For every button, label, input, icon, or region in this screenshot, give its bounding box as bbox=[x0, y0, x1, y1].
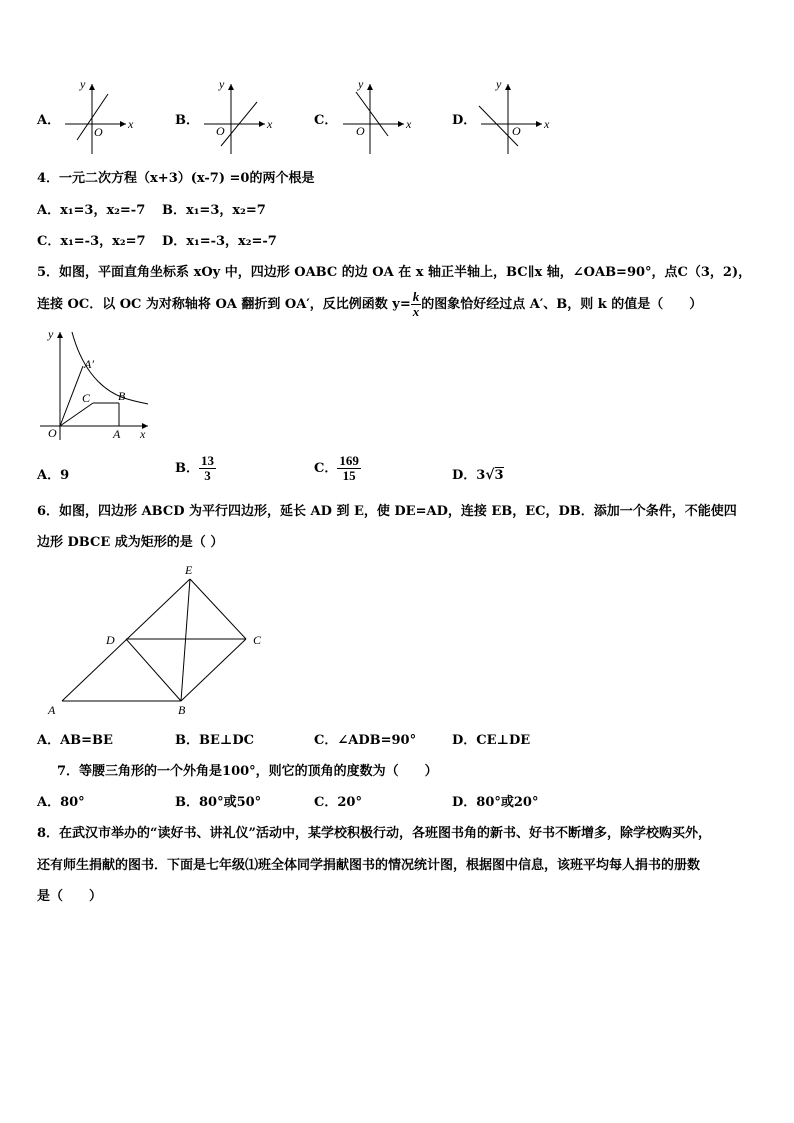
q5-option-b-prefix: B． bbox=[175, 461, 199, 476]
q5-stem-line1: 5．如图，平面直角坐标系 xOy 中，四边形 OABC 的边 OA 在 x 轴正半轴上，BC∥x 轴，∠OAB=90°，点C（3，2)， bbox=[37, 265, 752, 280]
q6-fig-c-label: C bbox=[253, 633, 262, 647]
q5-stem-line2-b: 的图象恰好经过点 A′、B，则 k 的值是（ ） bbox=[421, 297, 703, 312]
q6-option-c: C．∠ADB=90° bbox=[314, 733, 417, 748]
q3-option-c-label: C． bbox=[314, 113, 338, 128]
q3-a-origin-label: O bbox=[94, 125, 103, 139]
q7-option-d: D．80°或20° bbox=[452, 795, 539, 810]
q6-fig-e-label: E bbox=[185, 563, 193, 577]
q8-line3: 是（ ） bbox=[37, 889, 103, 904]
q5-option-c-fraction bbox=[337, 454, 361, 483]
q6-fig-d-label: D bbox=[106, 633, 115, 647]
q6-stem-line1: 6．如图，四边形 ABCD 为平行四边形，延长 AD 到 E，使 DE=AD，连接 EB，EC，DB．添加一个条件，不能使四 bbox=[37, 504, 737, 519]
q4-option-a: A．x₁=3，x₂=-7 bbox=[37, 203, 146, 218]
q4-stem: 4．一元二次方程（x+3）(x-7) =0的两个根是 bbox=[37, 171, 315, 186]
q5-function-fraction bbox=[411, 290, 422, 319]
q5-option-d bbox=[452, 464, 504, 483]
q5-fig-x-label: x bbox=[140, 427, 146, 441]
q5-fig-c-label: C bbox=[82, 391, 91, 405]
q8-line2: 还有师生捐献的图书．下面是七年级⑴班全体同学捐献图书的情况统计图，根据图中信息，该班平均每人捐书的册数 bbox=[37, 858, 701, 873]
q5-option-d-prefix: D．3 bbox=[452, 468, 486, 483]
q6-option-a: A．AB=BE bbox=[37, 733, 113, 748]
q4-option-d: D．x₁=-3，x₂=-7 bbox=[162, 234, 277, 249]
q5-fig-o-label: O bbox=[48, 426, 57, 440]
q3-d-x-label: x bbox=[544, 117, 550, 131]
q6-figure bbox=[44, 560, 274, 720]
q5-option-b-num: 13 bbox=[201, 453, 214, 468]
q3-b-y-label: y bbox=[219, 77, 225, 91]
q5-option-c-num: 169 bbox=[339, 453, 359, 468]
q5-option-d-radicand: 3 bbox=[494, 468, 504, 483]
q3-a-x-label: x bbox=[128, 117, 134, 131]
q5-fig-y-label: y bbox=[48, 327, 54, 341]
q3-graph-d bbox=[476, 78, 556, 156]
q5-option-c-prefix: C． bbox=[314, 461, 338, 476]
q5-frac-num: k bbox=[412, 289, 420, 304]
q3-c-x-label: x bbox=[406, 117, 412, 131]
q3-option-a-label: A． bbox=[37, 113, 61, 128]
q4-option-b: B．x₁=3，x₂=7 bbox=[162, 203, 266, 218]
q6-option-d: D．CE⊥DE bbox=[452, 733, 531, 748]
q7-option-b: B．80°或50° bbox=[175, 795, 262, 810]
q5-stem-line2-a: 连接 OC．以 OC 为对称轴将 OA 翻折到 OA′，反比例函数 y= bbox=[37, 297, 411, 312]
q3-d-y-label: y bbox=[496, 77, 502, 91]
q3-graph-c bbox=[338, 78, 418, 156]
q3-graph-b bbox=[199, 78, 279, 156]
q6-fig-b-label: B bbox=[178, 703, 186, 717]
q5-option-c-den: 15 bbox=[342, 468, 356, 483]
q3-b-x-label: x bbox=[267, 117, 273, 131]
q7-option-c: C．20° bbox=[314, 795, 362, 810]
q5-option-c bbox=[314, 452, 361, 486]
q5-fig-b-label: B bbox=[118, 389, 126, 403]
q8-line1: 8．在武汉市举办的“读好书、讲礼仪”活动中，某学校积极行动，各班图书角的新书、好书不断增多，除学校购买外， bbox=[37, 826, 712, 841]
q6-stem-line2: 边形 DBCE 成为矩形的是（ ） bbox=[37, 535, 224, 550]
q7-stem: 7．等腰三角形的一个外角是100°，则它的顶角的度数为（ ） bbox=[57, 764, 438, 779]
q5-fig-ap-label: A′ bbox=[84, 357, 94, 371]
q7-option-a: A．80° bbox=[37, 795, 85, 810]
sqrt-icon: √ bbox=[485, 467, 495, 483]
q6-fig-a-label: A bbox=[48, 703, 56, 717]
q4-option-c: C．x₁=-3，x₂=7 bbox=[37, 234, 146, 249]
q3-graph-a bbox=[60, 78, 140, 156]
q5-option-a: A．9 bbox=[37, 468, 70, 483]
q6-option-b: B．BE⊥DC bbox=[175, 733, 254, 748]
q5-figure bbox=[36, 326, 166, 446]
q3-a-y-label: y bbox=[80, 77, 86, 91]
q3-option-d-label: D． bbox=[452, 113, 477, 128]
q3-c-y-label: y bbox=[358, 77, 364, 91]
q5-option-b-fraction bbox=[199, 454, 216, 483]
q3-b-origin-label: O bbox=[216, 124, 225, 138]
q3-c-origin-label: O bbox=[356, 124, 365, 138]
q3-d-origin-label: O bbox=[512, 124, 521, 138]
q5-option-b-den: 3 bbox=[204, 468, 211, 483]
q5-fig-a-label: A bbox=[113, 427, 121, 441]
q3-option-b-label: B． bbox=[175, 113, 199, 128]
q5-stem-line2 bbox=[37, 290, 702, 320]
q5-option-b bbox=[175, 452, 216, 486]
q5-frac-den: x bbox=[412, 304, 420, 319]
